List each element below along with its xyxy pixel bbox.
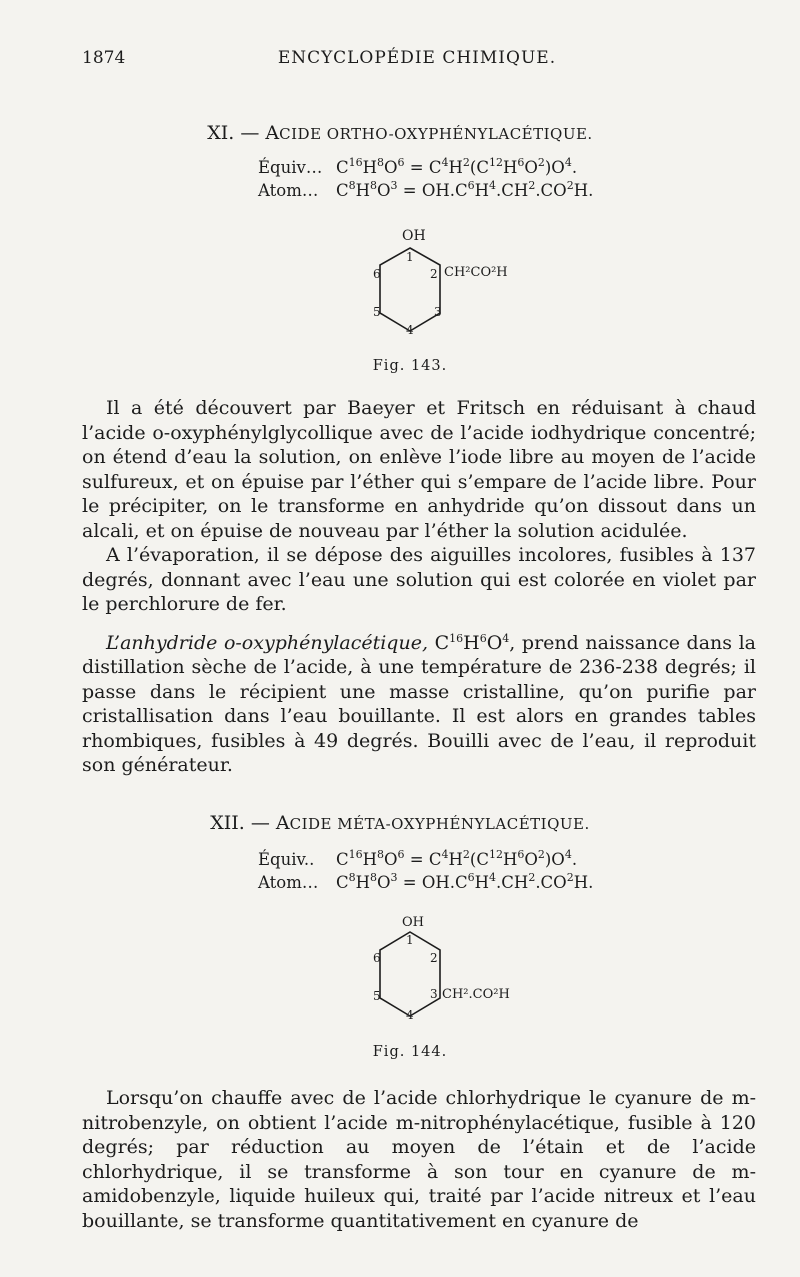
atom-formula-xi: Atom… $C^8H^8O^3 = OH.C^6H^4.CH^2.CO^2H$. [258,179,594,200]
paragraph: Lorsqu’on chauffe avec de l’acide chlorhydrique le cyanure de m-nitrobenzyle, on obtient l’acide m-nitrophénylacétique, fusible à 120 degrés; par réduction au moyen de l’étain et de l’acide chlorhydrique, il se transforme à son tour en cyanure de m-amidobenzyle, liquide huileux qui, traité par l’acide nitreux et l’eau bouillante, se transforme quantitativement en cyanure de [82,1087,756,1232]
paragraph: A l’évaporation, il se dépose des aiguilles incolores, fusibles à 137 degrés, donnant avec l’eau une solution qui est colorée en violet par le perchlorure de fer. [82,544,756,615]
pos-2: 2 [430,267,438,281]
pos-3: 3 [434,305,442,319]
paragraph: Il a été découvert par Baeyer et Fritsch en réduisant à chaud l’acide o-oxyphénylglycollique avec de l’acide iodhydrique concentré; on étend d’eau la solution, on enlève l’iode libre au moyen de l’acide sulfureux, et on épuise par l’éther qui s’empare de l’acide libre. Pour le précipiter, on le transforme en anhydride qu’on dissout dans un alcali, et on épuise de nouveau par l’éther la solution acidulée. [82,397,756,542]
paragraph: L’anhydride o-oxyphénylacétique, $C^{16}H^6O^4$, prend naissance dans la distillation sèche de l’acide, à une température de 236-238 degrés; il passe dans le récipient une masse cristalline, qu’on purifie par cristallisation dans l’eau bouillante. Il est alors en grandes tables rhombiques, fusibles à 49 degrés. Bouilli avec de l’eau, il reproduit son générateur. [82,631,757,776]
body-text-xi [82,396,756,778]
atom-formula-xii: Atom… $C^8H^8O^3 = OH.C^6H^4.CH^2.CO^2H$. [258,871,594,892]
pos-5: 5 [373,989,381,1003]
equiv-formula-xi: Équiv… $C^{16}H^8O^6 = C^4H^2(C^{12}H^6O^2)O^4$. [258,156,578,177]
page-number: 1874 [82,48,126,68]
pos-6: 6 [373,951,381,965]
running-title: ENCYCLOPÉDIE CHIMIQUE. [277,48,557,68]
pos-1: 1 [406,933,414,947]
oh-group-144: OH [402,915,424,930]
section-xii-title: XII. — ACIDE MÉTA-OXYPHÉNYLACÉTIQUE. [210,812,590,834]
pos-6: 6 [373,267,381,281]
pos-5: 5 [373,305,381,319]
figure-caption-143: Fig. 143. [372,358,448,374]
pos-4: 4 [406,1008,414,1022]
side-group-144: CH².CO²H [442,987,510,1002]
side-group-143: CH²CO²H [444,265,508,280]
pos-1: 1 [406,250,414,264]
benzene-ring-diagram-144 [340,910,560,1032]
oh-group-143: OH [402,228,426,244]
pos-2: 2 [430,951,438,965]
benzene-ring-diagram-143 [340,218,560,348]
equiv-formula-xii: Équiv.. $C^{16}H^8O^6 = C^4H^2(C^{12}H^6O^2)O^4$. [258,848,578,869]
pos-4: 4 [406,323,414,337]
figure-caption-144: Fig. 144. [372,1044,448,1060]
page-header [82,48,752,76]
section-xi-title: XI. — ACIDE ORTHO-OXYPHÉNYLACÉTIQUE. [207,122,593,144]
pos-3: 3 [430,987,438,1001]
body-text-xii [82,1086,756,1233]
